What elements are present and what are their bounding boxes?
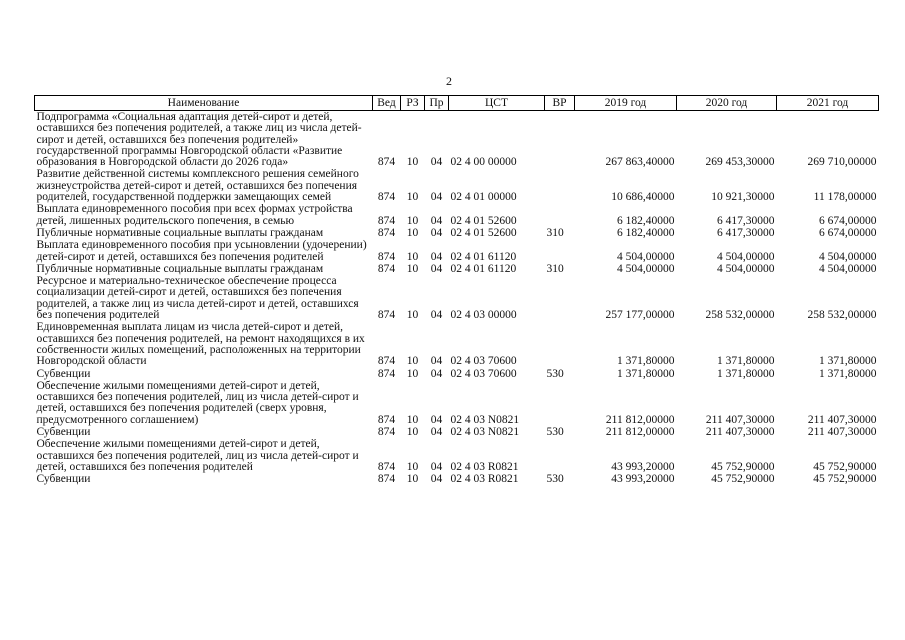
row-rz: 10 <box>406 473 419 486</box>
row-amount-2019: 211 812,00000 <box>605 413 675 426</box>
row-amount-2020: 269 453,30000 <box>705 156 775 169</box>
row-amount-2019: 267 863,40000 <box>605 156 675 169</box>
row-cst: 02 4 00 00000 <box>450 156 517 169</box>
row-vr <box>545 438 575 473</box>
row-amount-2019: 6 182,40000 <box>617 226 675 239</box>
table-row <box>35 227 879 239</box>
row-ved: 874 <box>377 413 396 426</box>
row-amount-2019: 211 812,00000 <box>605 426 675 439</box>
row-amount-2020: 211 407,30000 <box>705 426 775 439</box>
row-amount-2019: 1 371,80000 <box>617 355 675 368</box>
row-vr <box>545 321 575 367</box>
row-amount-2021: 45 752,90000 <box>813 460 877 473</box>
row-name: Обеспечение жилыми помещениями детей-сирот и детей, оставшихся без попечения родителей, лиц из числа детей-сирот и детей, оставшихся без попечения родителей (сверх уровня, предусмотренного соглашением) <box>36 379 359 426</box>
row-vr <box>545 168 575 203</box>
row-amount-2020: 6 417,30000 <box>717 226 775 239</box>
row-amount-2021: 6 674,00000 <box>819 226 877 239</box>
row-amount-2019: 6 182,40000 <box>617 214 675 227</box>
row-amount-2021: 1 371,80000 <box>819 367 877 380</box>
row-pr: 04 <box>430 262 443 275</box>
row-name: Субвенции <box>36 426 91 439</box>
row-amount-2020: 45 752,90000 <box>711 460 775 473</box>
row-amount-2020: 45 752,90000 <box>711 473 775 486</box>
column-header-2021: 2021 год <box>777 96 879 111</box>
row-rz: 10 <box>406 250 419 263</box>
column-header-2019: 2019 год <box>575 96 677 111</box>
row-rz: 10 <box>406 367 419 380</box>
row-pr: 04 <box>430 355 443 368</box>
row-cst: 02 4 03 70600 <box>450 355 517 368</box>
row-name: Субвенции <box>36 473 91 486</box>
row-amount-2021: 6 674,00000 <box>819 214 877 227</box>
row-vr: 310 <box>546 262 564 275</box>
row-cst: 02 4 03 70600 <box>450 367 517 380</box>
row-amount-2021: 4 504,00000 <box>819 250 877 263</box>
row-amount-2019: 4 504,00000 <box>617 262 675 275</box>
row-amount-2020: 1 371,80000 <box>717 367 775 380</box>
row-amount-2020: 4 504,00000 <box>717 262 775 275</box>
row-amount-2021: 1 371,80000 <box>819 355 877 368</box>
row-pr: 04 <box>430 473 443 486</box>
row-rz: 10 <box>406 413 419 426</box>
table-row <box>35 473 879 485</box>
row-ved: 874 <box>377 191 396 204</box>
row-pr: 04 <box>430 250 443 263</box>
row-amount-2019: 43 993,20000 <box>611 473 675 486</box>
row-amount-2020: 4 504,00000 <box>717 250 775 263</box>
table-row <box>35 263 879 275</box>
row-pr: 04 <box>430 460 443 473</box>
row-ved: 874 <box>377 426 396 439</box>
row-ved: 874 <box>377 473 396 486</box>
column-header-vr: ВР <box>545 96 575 111</box>
row-pr: 04 <box>430 309 443 322</box>
row-name: Выплата единовременного пособия при усыновлении (удочерении) детей-сирот и детей, оставшихся без попечения родителей <box>36 239 367 263</box>
row-amount-2020: 1 371,80000 <box>717 355 775 368</box>
row-pr: 04 <box>430 191 443 204</box>
row-pr: 04 <box>430 426 443 439</box>
page-number: 2 <box>446 74 452 88</box>
row-name: Обеспечение жилыми помещениями детей-сирот и детей, оставшихся без попечения родителей, лиц из числа детей-сирот и детей, оставшихся без попечения родителей <box>36 438 359 473</box>
row-vr <box>545 275 575 321</box>
table-row <box>35 275 879 321</box>
row-name: Выплата единовременного пособия при всех формах устройства детей, лишенных родительского попечения, в семью <box>36 203 353 227</box>
row-name: Ресурсное и материально-техническое обеспечение процесса социализации детей-сирот и детей, оставшихся без попечения родителей, а также лиц из числа детей-сирот и детей, оставшихся без попечения родителей <box>36 275 359 322</box>
table-row <box>35 239 879 263</box>
column-header-rz: РЗ <box>401 96 425 111</box>
row-vr: 530 <box>546 473 564 486</box>
row-ved: 874 <box>377 214 396 227</box>
row-cst: 02 4 01 61120 <box>450 262 517 275</box>
row-amount-2019: 4 504,00000 <box>617 250 675 263</box>
column-header-2020: 2020 год <box>677 96 777 111</box>
row-cst: 02 4 03 N0821 <box>450 426 520 439</box>
row-amount-2021: 211 407,30000 <box>807 426 877 439</box>
column-header-cst: ЦСТ <box>449 96 545 111</box>
column-header-ved: Вед <box>373 96 401 111</box>
column-header-pr: Пр <box>425 96 449 111</box>
row-amount-2019: 43 993,20000 <box>611 460 675 473</box>
row-name: Публичные нормативные социальные выплаты гражданам <box>36 226 324 239</box>
row-pr: 04 <box>430 226 443 239</box>
row-cst: 02 4 01 52600 <box>450 226 517 239</box>
row-rz: 10 <box>406 426 419 439</box>
row-ved: 874 <box>377 250 396 263</box>
table-row <box>35 426 879 438</box>
row-name: Подпрограмма «Социальная адаптация детей-сирот и детей, оставшихся без попечения родителей, а также лиц из числа детей-сирот и детей, оставшихся без попечения родителей» государственной программы Новгородской области «Развитие образования в Новгородской области до 2026 года» <box>36 111 362 169</box>
table-row <box>35 203 879 227</box>
row-rz: 10 <box>406 191 419 204</box>
table-row <box>35 321 879 367</box>
row-name: Развитие действенной системы комплексного решения семейного жизнеустройства детей-сирот и детей, оставшихся без попечения родителей, государственной поддержки замещающих семей <box>36 168 359 204</box>
row-ved: 874 <box>377 226 396 239</box>
row-rz: 10 <box>406 156 419 169</box>
row-amount-2020: 10 921,30000 <box>711 191 775 204</box>
column-header-name: Наименование <box>35 96 373 111</box>
row-pr: 04 <box>430 156 443 169</box>
table-row <box>35 380 879 426</box>
row-vr <box>545 203 575 227</box>
row-amount-2019: 10 686,40000 <box>611 191 675 204</box>
row-vr <box>545 239 575 263</box>
row-amount-2021: 211 407,30000 <box>807 413 877 426</box>
table-row <box>35 368 879 380</box>
row-ved: 874 <box>377 262 396 275</box>
table-row <box>35 111 879 169</box>
budget-table <box>34 95 879 486</box>
row-cst: 02 4 01 61120 <box>450 250 517 263</box>
row-name: Публичные нормативные социальные выплаты гражданам <box>36 262 324 275</box>
row-amount-2020: 258 532,00000 <box>705 309 775 322</box>
row-ved: 874 <box>377 156 396 169</box>
row-amount-2020: 211 407,30000 <box>705 413 775 426</box>
row-name: Единовременная выплата лицам из числа детей-сирот и детей, оставшихся без попечения родителей, на ремонт находящихся в их собственности жилых помещений, расположенных на территории Новгородской области <box>36 321 365 368</box>
row-amount-2019: 257 177,00000 <box>605 309 675 322</box>
row-vr: 530 <box>546 367 564 380</box>
row-cst: 02 4 03 N0821 <box>450 413 520 426</box>
table-header-row <box>35 96 879 111</box>
row-amount-2020: 6 417,30000 <box>717 214 775 227</box>
row-amount-2019: 1 371,80000 <box>617 367 675 380</box>
row-amount-2021: 258 532,00000 <box>807 309 877 322</box>
row-ved: 874 <box>377 309 396 322</box>
row-rz: 10 <box>406 460 419 473</box>
table-row <box>35 438 879 473</box>
row-ved: 874 <box>377 355 396 368</box>
table-row <box>35 168 879 203</box>
row-cst: 02 4 03 R0821 <box>450 473 519 486</box>
row-amount-2021: 4 504,00000 <box>819 262 877 275</box>
row-cst: 02 4 01 52600 <box>450 214 517 227</box>
row-ved: 874 <box>377 460 396 473</box>
row-rz: 10 <box>406 214 419 227</box>
row-vr: 530 <box>546 426 564 439</box>
row-vr: 310 <box>546 226 564 239</box>
row-pr: 04 <box>430 367 443 380</box>
row-vr <box>545 111 575 169</box>
row-cst: 02 4 03 R0821 <box>450 460 519 473</box>
row-pr: 04 <box>430 413 443 426</box>
row-rz: 10 <box>406 309 419 322</box>
row-vr <box>545 380 575 426</box>
row-ved: 874 <box>377 367 396 380</box>
row-rz: 10 <box>406 262 419 275</box>
row-rz: 10 <box>406 226 419 239</box>
row-pr: 04 <box>430 214 443 227</box>
row-amount-2021: 45 752,90000 <box>813 473 877 486</box>
row-cst: 02 4 01 00000 <box>450 191 517 204</box>
row-rz: 10 <box>406 355 419 368</box>
row-amount-2021: 269 710,00000 <box>807 156 877 169</box>
row-cst: 02 4 03 00000 <box>450 309 517 322</box>
row-name: Субвенции <box>36 367 91 380</box>
row-amount-2021: 11 178,00000 <box>813 191 877 204</box>
